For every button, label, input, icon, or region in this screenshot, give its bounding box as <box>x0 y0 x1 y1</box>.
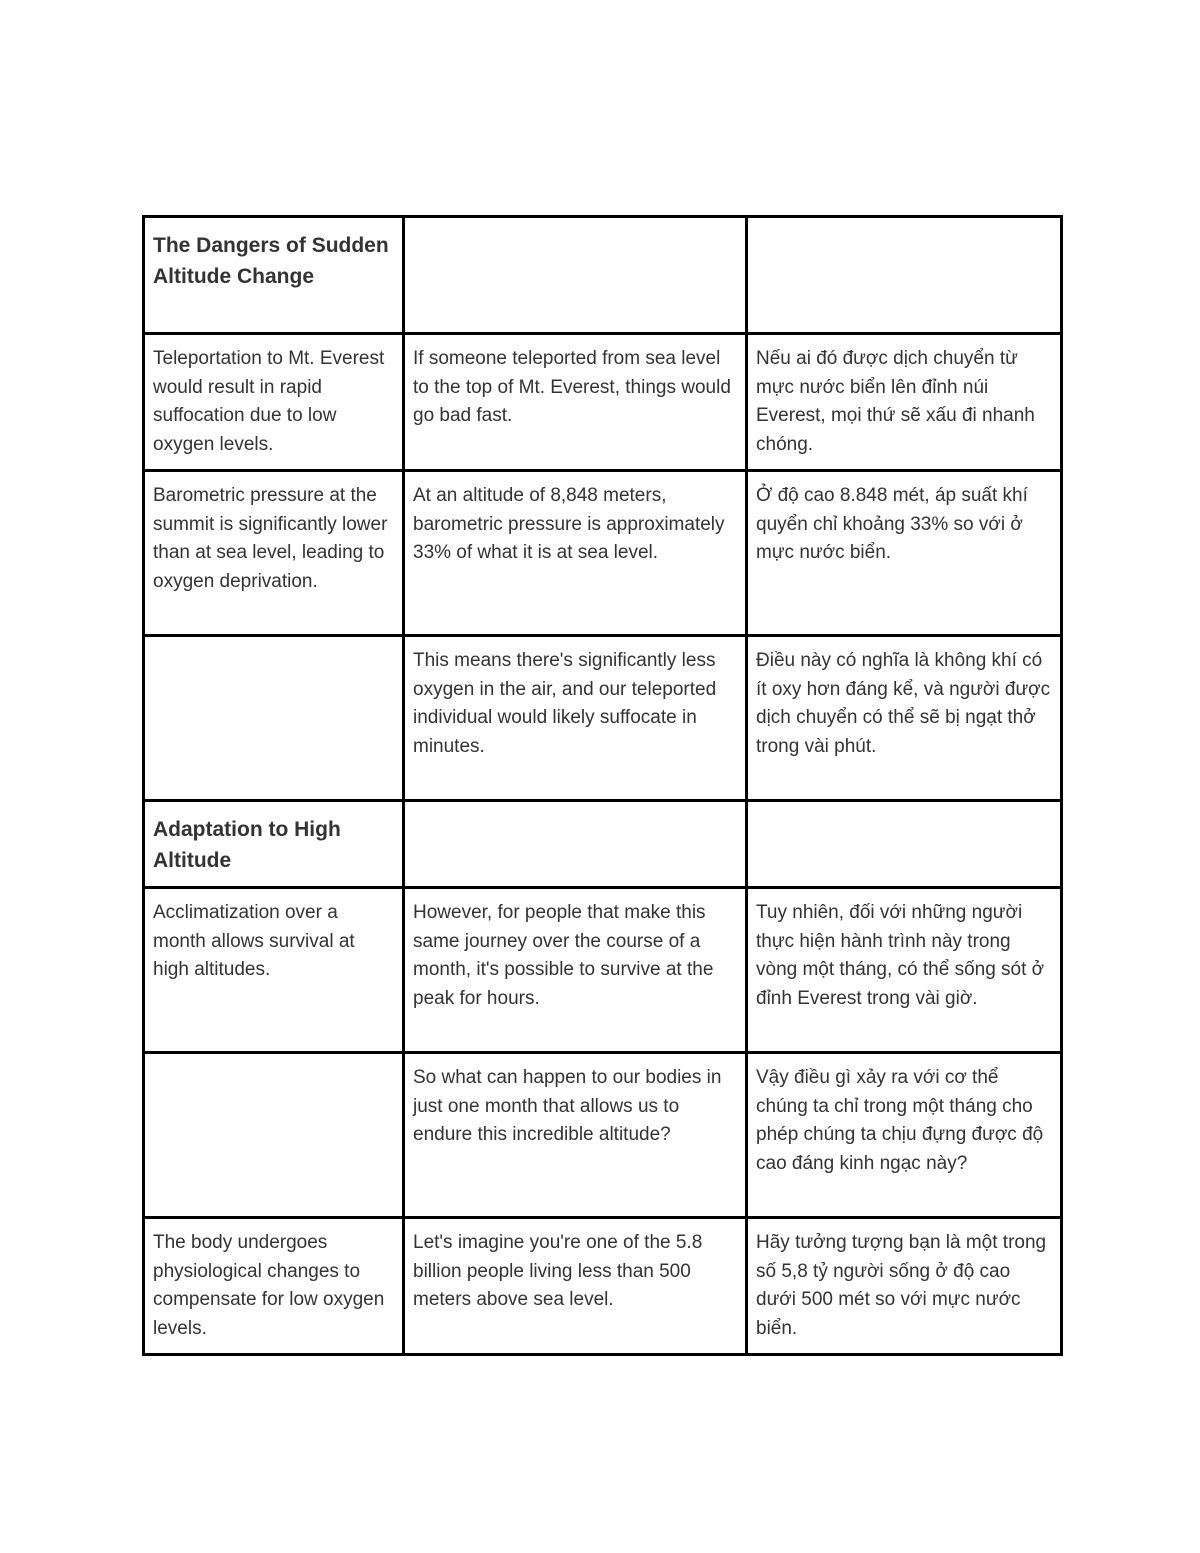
vietnamese-cell: Vậy điều gì xảy ra với cơ thể chúng ta chỉ trong một tháng cho phép chúng ta chịu đựng được độ cao đáng kinh ngạc này? <box>747 1053 1062 1218</box>
vietnamese-cell: Tuy nhiên, đối với những người thực hiện hành trình này trong vòng một tháng, có thể sống sót ở đỉnh Everest trong vài giờ. <box>747 888 1062 1053</box>
section-heading: The Dangers of Sudden Altitude Change <box>144 217 404 334</box>
section-heading: Adaptation to High Altitude <box>144 801 404 888</box>
summary-cell: The body undergoes physiological changes to compensate for low oxygen levels. <box>144 1218 404 1355</box>
summary-cell: Acclimatization over a month allows survival at high altitudes. <box>144 888 404 1053</box>
english-cell: So what can happen to our bodies in just one month that allows us to endure this incredible altitude? <box>404 1053 747 1218</box>
table-row <box>144 1218 1062 1355</box>
vietnamese-cell: Nếu ai đó được dịch chuyển từ mực nước biển lên đỉnh núi Everest, mọi thứ sẽ xấu đi nhanh chóng. <box>747 334 1062 471</box>
summary-cell <box>144 636 404 801</box>
table-row <box>144 471 1062 636</box>
bilingual-table <box>142 215 1063 1356</box>
empty-cell <box>404 801 747 888</box>
vietnamese-cell: Ở độ cao 8.848 mét, áp suất khí quyển chỉ khoảng 33% so với ở mực nước biển. <box>747 471 1062 636</box>
vietnamese-cell: Điều này có nghĩa là không khí có ít oxy hơn đáng kể, và người được dịch chuyển có thể sẽ bị ngạt thở trong vài phút. <box>747 636 1062 801</box>
vietnamese-cell: Hãy tưởng tượng bạn là một trong số 5,8 tỷ người sống ở độ cao dưới 500 mét so với mực nước biển. <box>747 1218 1062 1355</box>
empty-cell <box>404 217 747 334</box>
table-row <box>144 334 1062 471</box>
table-row <box>144 636 1062 801</box>
empty-cell <box>747 217 1062 334</box>
english-cell: However, for people that make this same journey over the course of a month, it's possible to survive at the peak for hours. <box>404 888 747 1053</box>
table-row <box>144 1053 1062 1218</box>
summary-cell: Teleportation to Mt. Everest would result in rapid suffocation due to low oxygen levels. <box>144 334 404 471</box>
summary-cell <box>144 1053 404 1218</box>
english-cell: At an altitude of 8,848 meters, barometric pressure is approximately 33% of what it is at sea level. <box>404 471 747 636</box>
summary-cell: Barometric pressure at the summit is significantly lower than at sea level, leading to oxygen deprivation. <box>144 471 404 636</box>
english-cell: This means there's significantly less oxygen in the air, and our teleported individual would likely suffocate in minutes. <box>404 636 747 801</box>
section-heading-row <box>144 217 1062 334</box>
table-row <box>144 888 1062 1053</box>
section-heading-row <box>144 801 1062 888</box>
empty-cell <box>747 801 1062 888</box>
english-cell: Let's imagine you're one of the 5.8 billion people living less than 500 meters above sea level. <box>404 1218 747 1355</box>
english-cell: If someone teleported from sea level to the top of Mt. Everest, things would go bad fast. <box>404 334 747 471</box>
